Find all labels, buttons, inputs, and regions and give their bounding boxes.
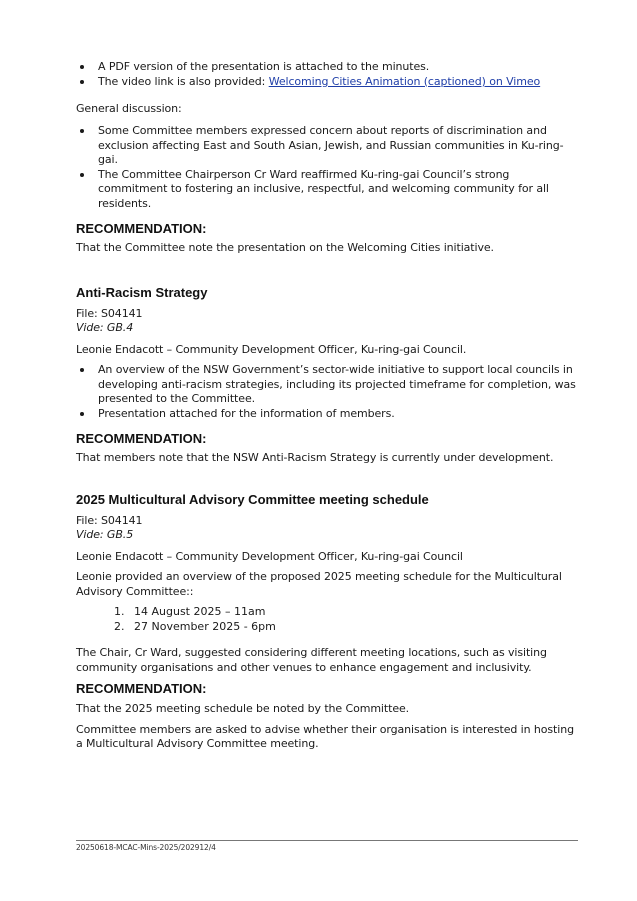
vimeo-video-link[interactable]: Welcoming Cities Animation (captioned) on Vimeo [268,74,541,88]
list-item: The video link is also provided: Welcoming Cities Animation (captioned) on Vimeo [76,75,576,90]
recommendation-text: That the Committee note the presentation on the Welcoming Cities initiative. [76,241,494,254]
overview-paragraph: Leonie provided an overview of the proposed 2025 meeting schedule for the Multicultural Advisory Committee:: [76,570,562,598]
footer-divider [76,840,578,841]
file-reference: File: S04141 [76,306,143,320]
recommendation-text: That members note that the NSW Anti-Racism Strategy is currently under development. [76,451,554,464]
list-item: 1. 14 August 2025 – 11am [114,605,266,618]
footer-document-id: 20250618-MCAC-Mins-2025/202912/4 [76,843,216,852]
vide-reference: Vide: GB.4 [76,321,134,334]
list-item: A PDF version of the presentation is attached to the minutes. [76,60,576,75]
intro-bullet-list [76,60,576,89]
bullet-icon [80,65,84,69]
bullet-icon [80,412,84,416]
list-number: 1. [114,605,125,618]
list-item: The Committee Chairperson Cr Ward reaffirmed Ku-ring-gai Council’s strong commitment to fostering an inclusive, respectful, and welcoming community for all residents. [76,168,576,212]
closing-paragraph: Committee members are asked to advise whether their organisation is interested in hosting a Multicultural Advisory Committee meeting. [76,722,574,750]
section-title: 2025 Multicultural Advisory Committee meeting schedule [76,491,429,507]
meeting-schedule-list [76,605,576,634]
bullet-icon [80,80,84,84]
bullet-icon [80,173,84,177]
bullet-icon [80,368,84,372]
file-reference: File: S04141 [76,513,143,527]
recommendation-heading: RECOMMENDATION: [76,681,207,696]
section-title: Anti-Racism Strategy [76,284,208,300]
list-item: 2. 27 November 2025 - 6pm [114,619,276,633]
recommendation-heading: RECOMMENDATION: [76,221,207,236]
chair-note-paragraph: The Chair, Cr Ward, suggested considering different meeting locations, such as visiting community organisations and other venues to enhance engagement and inclusivity. [76,646,547,674]
bullet-icon [80,129,84,133]
recommendation-heading: RECOMMENDATION: [76,431,207,446]
vide-reference: Vide: GB.5 [76,528,134,541]
list-item: Some Committee members expressed concern about reports of discrimination and exclusion affecting East and South Asian, Jewish, and Russian communities in Ku-ring-gai. [76,124,576,168]
general-discussion-heading: General discussion: [76,102,182,115]
list-item: An overview of the NSW Government’s sector-wide initiative to support local councils in developing anti-racism strategies, including its projected timeframe for completion, was presented to the Committee. [76,363,576,407]
discussion-bullet-list [76,124,576,211]
list-number: 2. [114,619,125,633]
strategy-bullet-list [76,363,576,421]
list-item: Presentation attached for the information of members. [76,407,576,422]
presenter-line: Leonie Endacott – Community Development Officer, Ku-ring-gai Council. [76,342,467,356]
recommendation-text: That the 2025 meeting schedule be noted by the Committee. [76,702,410,715]
page-content [76,60,576,752]
presenter-line: Leonie Endacott – Community Development Officer, Ku-ring-gai Council [76,549,463,563]
